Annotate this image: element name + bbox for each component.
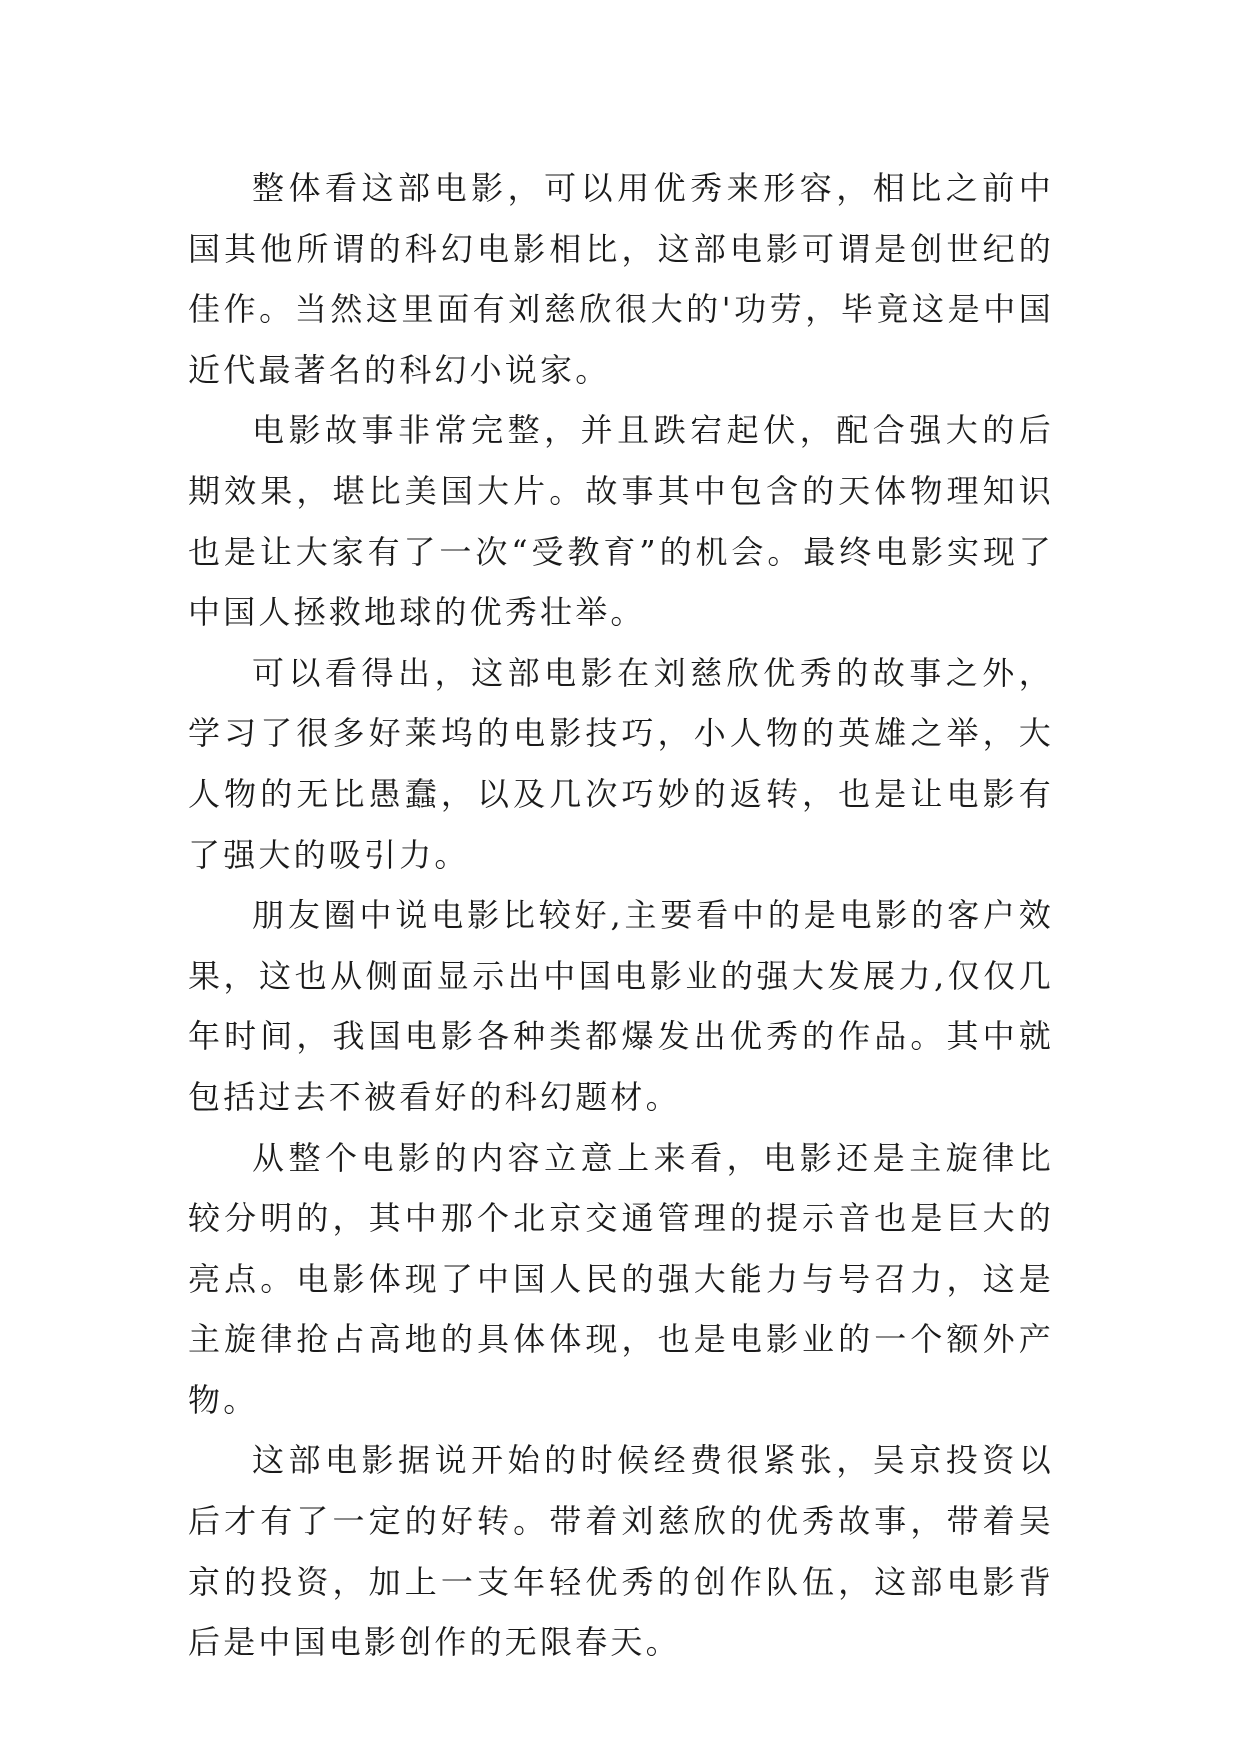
paragraph-2: 电影故事非常完整，并且跌宕起伏，配合强大的后期效果，堪比美国大片。故事其中包含的天体物理知识也是让大家有了一次“受教育”的机会。最终电影实现了中国人拯救地球的优秀壮举。 (188, 411, 1054, 632)
article-body (188, 158, 1054, 1673)
paragraph-5: 从整个电影的内容立意上来看，电影还是主旋律比较分明的，其中那个北京交通管理的提示音也是巨大的亮点。电影体现了中国人民的强大能力与号召力，这是主旋律抢占高地的具体体现，也是电影业的一个额外产物。 (188, 1138, 1054, 1419)
paragraph-4: 朋友圈中说电影比较好,主要看中的是电影的客户效果，这也从侧面显示出中国电影业的强大发展力,仅仅几年时间，我国电影各种类都爆发出优秀的作品。其中就包括过去不被看好的科幻题材。 (188, 896, 1054, 1116)
paragraph-3: 可以看得出，这部电影在刘慈欣优秀的故事之外，学习了很多好莱坞的电影技巧，小人物的英雄之举，大人物的无比愚蠢，以及几次巧妙的返转，也是让电影有了强大的吸引力。 (188, 653, 1054, 874)
paragraph-6: 这部电影据说开始的时候经费很紧张，吴京投资以后才有了一定的好转。带着刘慈欣的优秀故事，带着吴京的投资，加上一支年轻优秀的创作队伍，这部电影背后是中国电影创作的无限春天。 (188, 1441, 1054, 1662)
paragraph-1: 整体看这部电影，可以用优秀来形容，相比之前中国其他所谓的科幻电影相比，这部电影可谓是创世纪的佳作。当然这里面有刘慈欣很大的'功劳，毕竟这是中国近代最著名的科幻小说家。 (188, 169, 1054, 389)
